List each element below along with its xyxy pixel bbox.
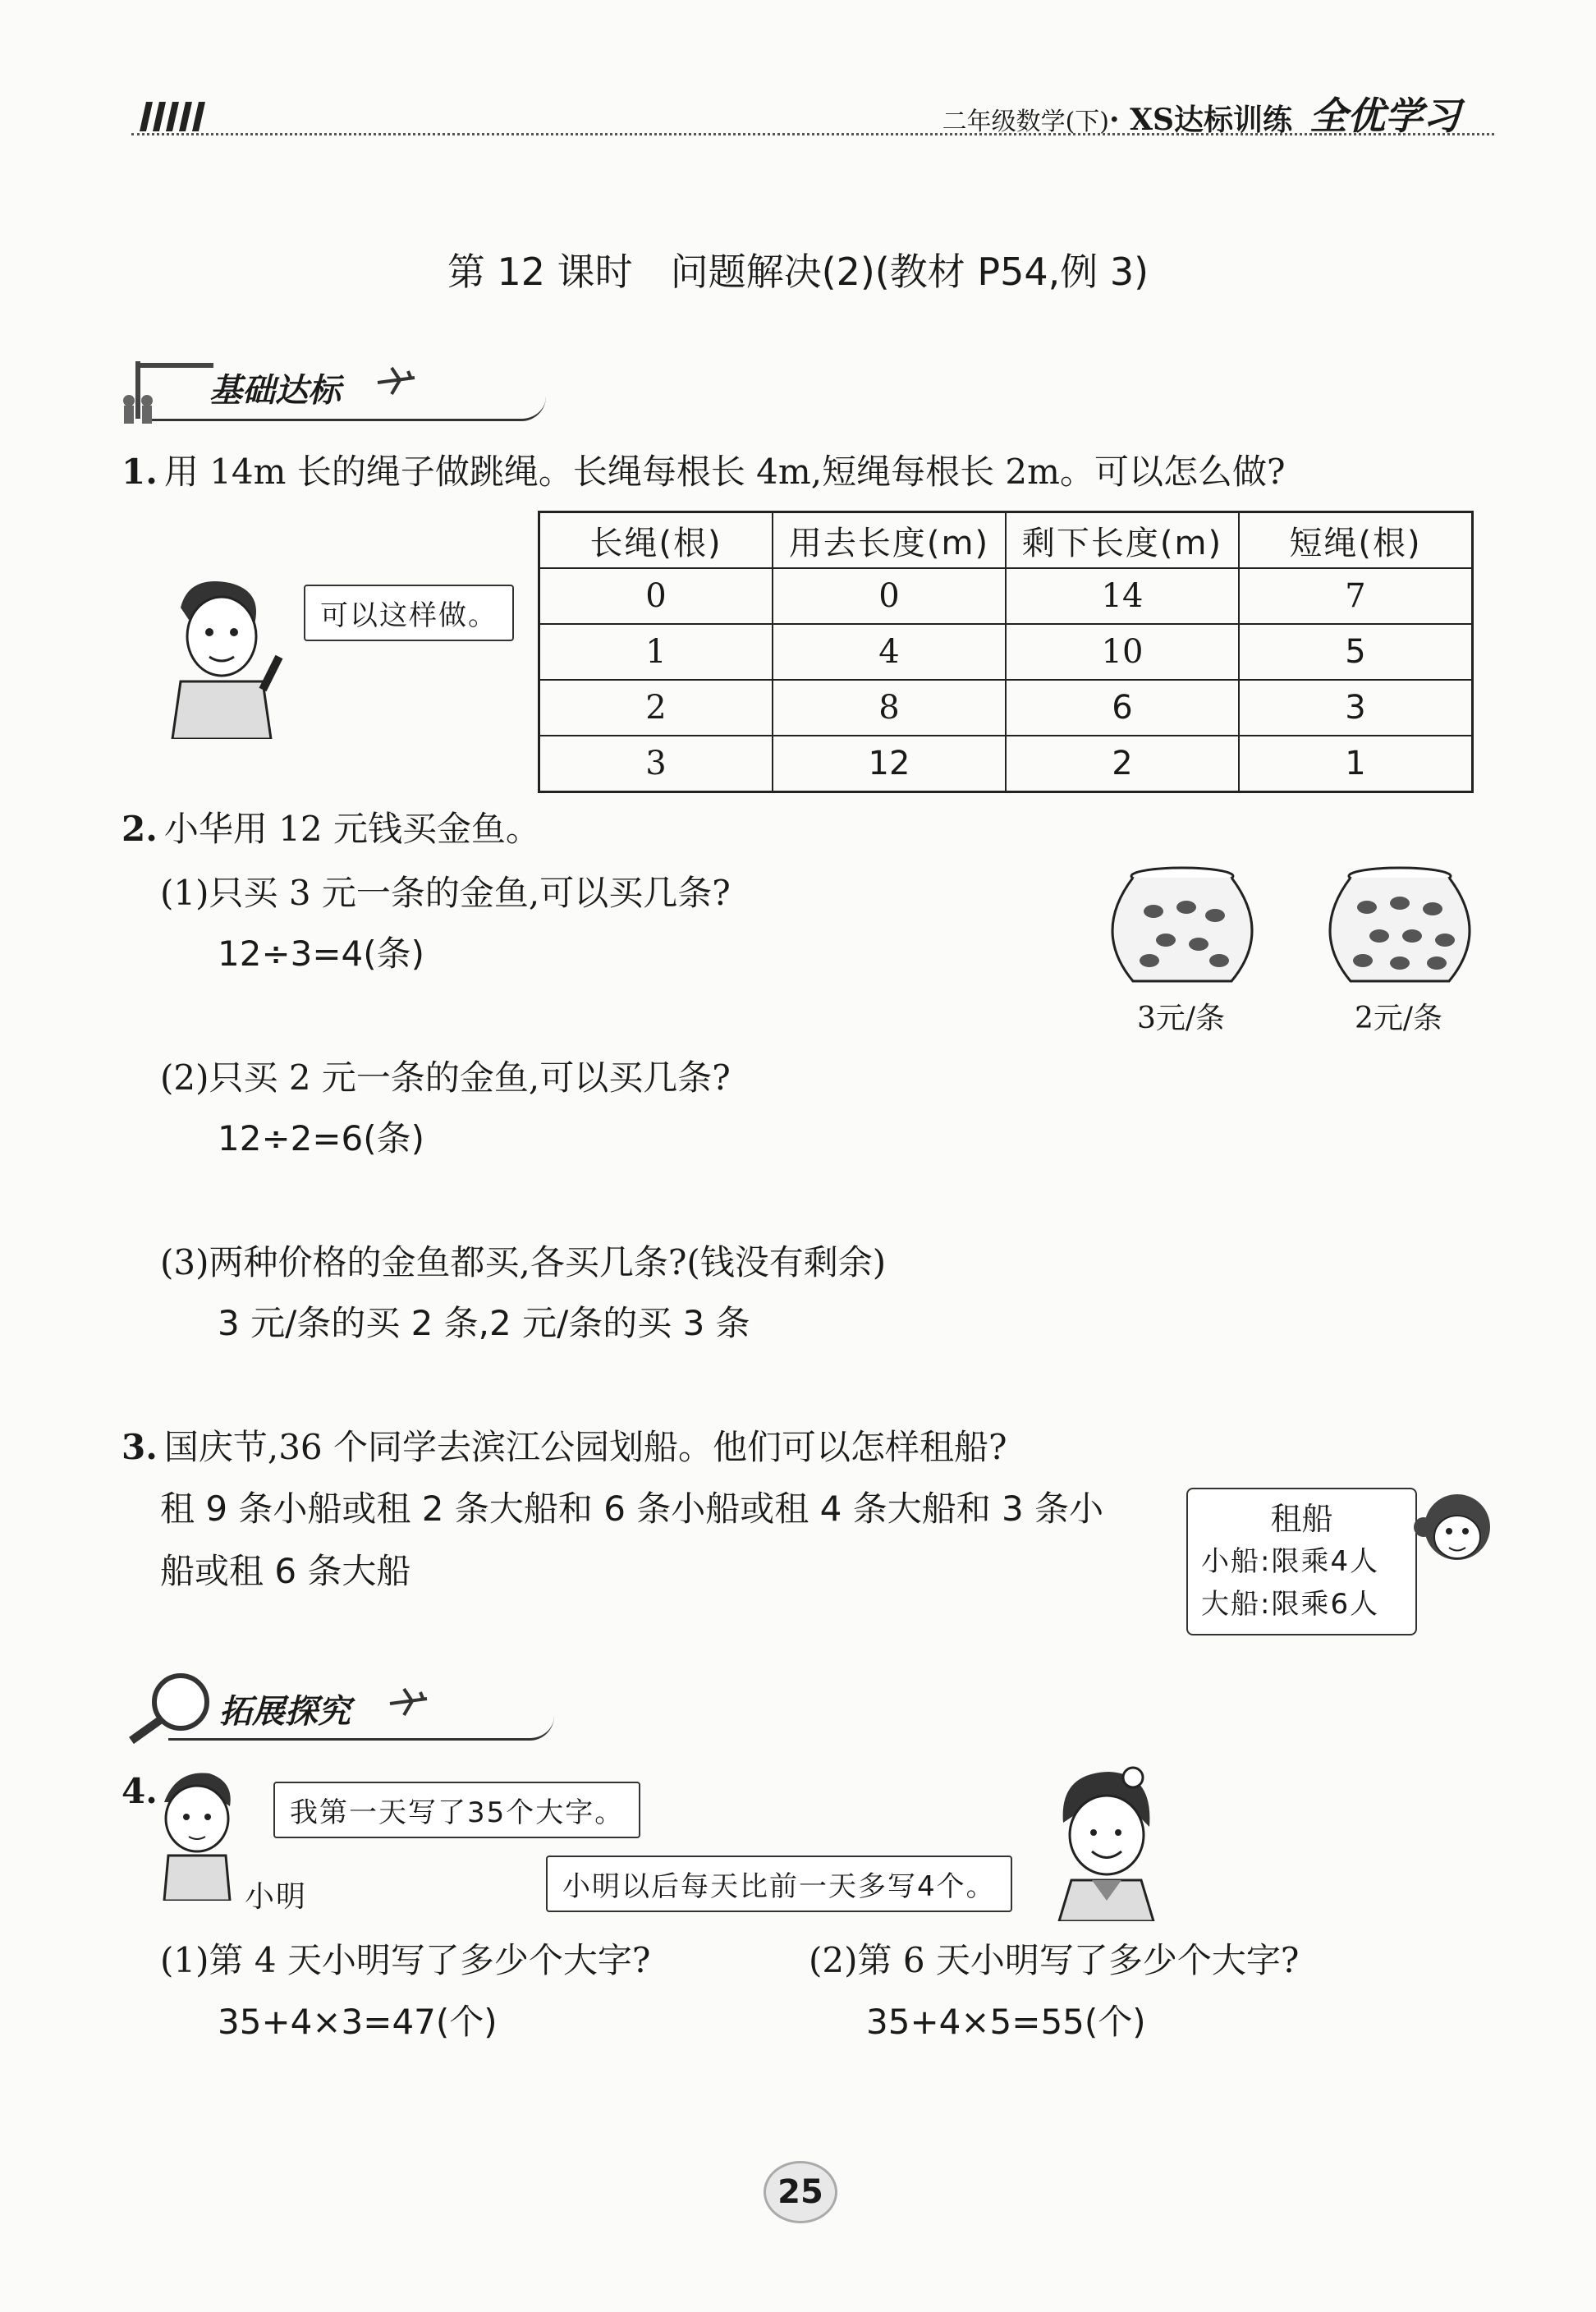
table-answer-cell: 12 [773,736,1006,792]
lesson-title: 第 12 课时 问题解决(2)(教材 P54,例 3) [447,250,1149,294]
table-header-cell: 用去长度(m) [773,512,1006,569]
section-label-extend: 拓展探究 [219,1693,351,1731]
boy-pointing-illustration [156,575,287,739]
answer-3-line-1: 租 9 条小船或租 2 条大船和 6 条小船或租 4 条大船和 3 条小 [160,1489,1104,1529]
question-4-number: 4. [122,1771,158,1811]
page-number: 25 [764,2161,837,2223]
fishbowl-price-2: 2元/条 [1355,1002,1443,1035]
boy-name-label: 小明 [245,1880,308,1914]
boat-box-big: 大船:限乘6人 [1201,1588,1380,1621]
question-2-part-2: (2)只买 2 元一条的金鱼,可以买几条? [160,1057,731,1098]
monkey-icon [1412,1486,1494,1585]
fishbowl-price-3: 3元/条 [1137,1002,1226,1035]
table-header-row [539,512,1473,569]
table-header-cell: 短绳(根) [1239,512,1473,569]
question-1: 1. 用 14m 长的绳子做跳绳。长绳每根长 4m,短绳每根长 2m。可以怎么做? [122,452,1286,492]
answer-2-part-2: 12÷2=6(条) [218,1118,425,1158]
airplane-icon [386,1681,435,1722]
section-label-basic: 基础达标 [209,372,341,410]
table-row [539,568,1473,624]
question-2-part-3: (3)两种价格的金鱼都买,各买几条?(钱没有剩余) [160,1242,887,1282]
boy-xiaoming-illustration [152,1769,242,1901]
boat-box-small: 小船:限乘4人 [1201,1545,1380,1578]
table-cell: 10 [1006,624,1239,680]
table-answer-cell: 6 [1006,680,1239,736]
table-cell: 0 [539,568,773,624]
speech-bubble-q1: 可以这样做。 [304,585,514,641]
table-cell: 14 [1006,568,1239,624]
answer-3-line-2: 船或租 6 条大船 [160,1551,411,1591]
airplane-icon [374,360,423,401]
speech-bubble-girl: 小明以后每天比前一天多写4个。 [546,1856,1012,1912]
table-row [539,624,1473,680]
table-cell: 1 [539,624,773,680]
table-cell: 4 [773,624,1006,680]
answer-2-part-1: 12÷3=4(条) [218,934,425,974]
header-brand-logo: 全优学习 [1309,94,1461,138]
table-answer-cell: 2 [1006,736,1239,792]
girl-illustration [1043,1765,1166,1921]
answer-2-part-3: 3 元/条的买 2 条,2 元/条的买 3 条 [218,1303,750,1343]
header-stripes-icon [133,100,207,133]
speech-bubble-boy: 我第一天写了35个大字。 [273,1782,640,1838]
boat-box-title: 租船 [1270,1501,1333,1537]
table-header-cell: 长绳(根) [539,512,773,569]
table-cell: 7 [1239,568,1473,624]
table-cell: 3 [539,736,773,792]
question-2-part-1: (1)只买 3 元一条的金鱼,可以买几条? [160,873,731,913]
table-row [539,680,1473,736]
fishbowl-icon [1318,866,1482,998]
table-answer-cell: 3 [1239,680,1473,736]
table-cell: 2 [539,680,773,736]
section-banner-extend [119,1671,447,1736]
table-cell: 0 [773,568,1006,624]
table-answer-cell: 5 [1239,624,1473,680]
header-book-title: 二年级数学(下)· XS达标训练 [942,103,1292,137]
question-3: 3. 国庆节,36 个同学去滨江公园划船。他们可以怎样租船? [122,1427,1007,1467]
table-row [539,736,1473,792]
table-cell: 8 [773,680,1006,736]
section-banner-basic [119,353,431,419]
question-2: 2. 小华用 12 元钱买金鱼。 [122,809,541,849]
question-4-part-2: (2)第 6 天小明写了多少个大字? [809,1940,1300,1980]
table-header-cell: 剩下长度(m) [1006,512,1239,569]
fishbowl-icon [1100,866,1264,998]
question-4-part-1: (1)第 4 天小明写了多少个大字? [160,1940,651,1980]
answer-4-part-2: 35+4×5=55(个) [866,2002,1146,2042]
table-answer-cell: 1 [1239,736,1473,792]
answer-4-part-1: 35+4×3=47(个) [218,2002,498,2042]
rope-table [538,511,1474,793]
boat-rental-box [1186,1488,1417,1635]
